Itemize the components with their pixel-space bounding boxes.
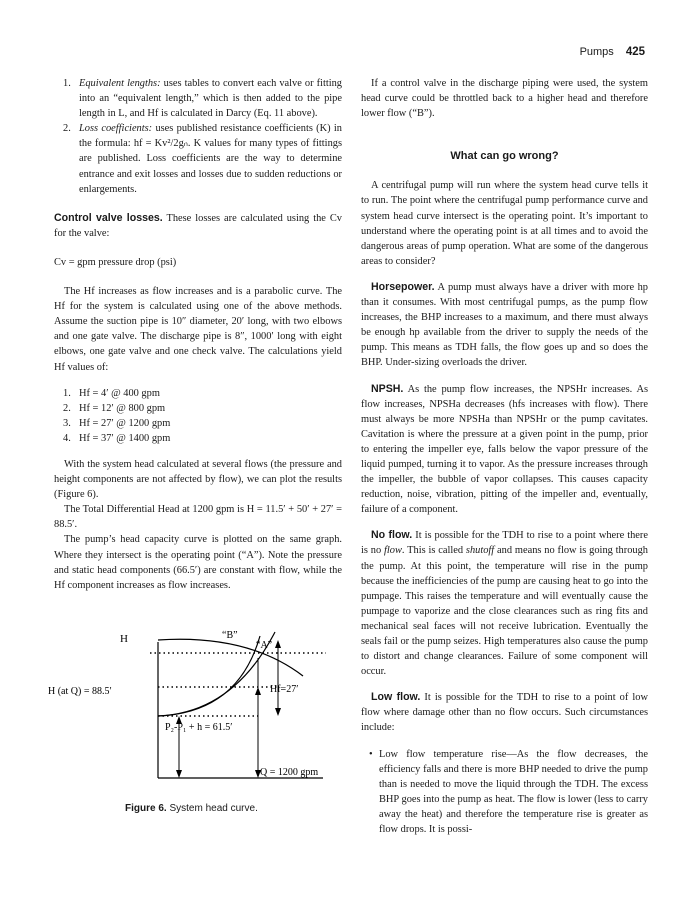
- page-number: 425: [625, 46, 645, 58]
- body-paragraph: The Total Differential Head at 1200 gpm is H = 11.5′ + 50′ + 27′ = 88.5′.: [54, 504, 342, 531]
- left-column: [54, 76, 342, 593]
- body-paragraph: With the system head calculated at several flows (the pressure and height components are not affected by flow), we can plot the results (Figure 6).: [54, 458, 342, 501]
- body-paragraph: The Hf increases as flow increases and is a parabolic curve. The Hf for the system is calculated using one of the above methods. Assume the suction pipe is 10″ diameter, 20′ long, with two elbows and one gate valve. The discharge pipe is 8″, 1000′ long with eight elbows, one gate valve and one check valve. The calculations yield Hf values of:: [54, 286, 342, 373]
- list-item: 1. Equivalent lengths: uses tables to convert each valve or fitting into an “equivalent length,” which is then added to the pipe length in L, and Hf is calculated in Darcy (Eq. 11 above).: [63, 78, 342, 120]
- section-heading: What can go wrong?: [450, 150, 559, 163]
- npsh-paragraph: NPSH. As the pump flow increases, the NPSHr increases. As flow increases, NPSHa decreases (hfs increases with flow). There must always be more NPSHa than NPSHr or the pump cavitates. Cavitation is where the pressure at a given point in the pump, prior to entering the impeller eye, falls below the vapor pressure of the liquid pumped, turning it to vapor. As the pressure increases through the impeller, the bubble of vapor collapses. This causes capacity reduction, noise, vibration, pitting of the impeller and, eventually, failure of a component.: [361, 382, 648, 516]
- list-item: • Low flow temperature rise—As the flow decreases, the efficiency falls and there is more BHP needed to drive the pump than is needed to move the liquid through the TDH. The excess BHP goes into the pump as heat. The flow is lower (less to carry away the heat) and therefore the temperature rise is greater as flow drops. It is possi-: [361, 747, 648, 838]
- list-item: 3. Hf = 27′ @ 1200 gpm: [63, 417, 171, 429]
- arrow-icon: [275, 640, 281, 648]
- arrow-icon: [176, 770, 182, 778]
- hf-label: Hf=27′: [270, 684, 299, 695]
- body-paragraph: If a control valve in the discharge piping were used, the system head curve could be throttled back to a higher head and therefore lower flow (“B”).: [361, 78, 648, 120]
- pump-curve: [158, 639, 303, 676]
- arrow-icon: [255, 687, 261, 695]
- static-head-label: P₂-P₁ + h = 61.5′: [165, 722, 233, 733]
- figure-caption: Figure 6. System head curve.: [125, 803, 258, 814]
- no-flow-paragraph: No flow. It is possible for the TDH to rise to a point where there is no flow. This is called shutoff and means no flow is going through the pump. At this point, the temperature will rise in the pump because the inefficiencies of the pump are causing heat to go into the pumpage. This raises the temperature and will eventually cause the pumpage to vaporize and the close clearances such as ring fits and mechanical seal faces will not receive lubrication. Eventually the seals fail or the pump seizes. High temperatures also cause the pump to distort and change clearances. Failure of some component will occur.: [361, 529, 648, 678]
- body-paragraph: The pump’s head capacity curve is plotted on the same graph. Where they intersect is the operating point (“A”). Note the pressure and static head components (66.5′) are constant with flow, while the Hf component increases as flow increases.: [54, 534, 342, 591]
- running-header: [580, 46, 645, 58]
- low-flow-list: [361, 747, 648, 838]
- list-item: 1. Hf = 4′ @ 400 gpm: [63, 387, 160, 399]
- right-column: [361, 76, 648, 837]
- horsepower-paragraph: Horsepower. A pump must always have a driver with more hp than it consumes. With most centrifugal pumps, as the pump flow increases, the BHP increases to a maximum, and there must always be enough hp available from the driver to supply the needs of the pump. This means as TDH falls, the flow goes up and so does the BHP. Under-sizing overloads the driver.: [361, 280, 648, 369]
- cv-formula: Cv = gpm pressure drop (psi): [54, 256, 177, 268]
- list-item: 2. Loss coefficients: uses published resistance coefficients (K) in the formula: hf = Kv²/2gₙ. K values for many types of fittings are published. Loss coefficients are the way to determine entrance and exit losses and losses due to sudden reductions or enlargements.: [63, 123, 342, 195]
- point-a-label: “A”: [256, 640, 273, 651]
- point-b-label: “B”: [222, 630, 238, 641]
- method-list: [54, 76, 342, 197]
- control-valve-paragraph: Control valve losses. These losses are calculated using the Cv for the valve:: [54, 211, 342, 239]
- body-paragraph: A centrifugal pump will run where the system head curve tells it to run. The point where the centrifugal pump performance curve and system head curve intersect is the operating point. It’s important to understand where the operating point is at all times and to avoid the dangerous areas of pump operation. What are some of the dangerous areas to consider?: [361, 180, 648, 267]
- system-head-curve-figure: [48, 618, 333, 798]
- h-at-q-label: H (at Q) = 88.5′: [48, 686, 112, 697]
- h-axis-label: H: [120, 633, 128, 645]
- q-label: Q = 1200 gpm: [260, 767, 319, 778]
- section-title: Pumps: [579, 46, 614, 58]
- low-flow-paragraph: Low flow. It is possible for the TDH to rise to a point of low flow where damage other than no flow occurs. Such circumstances include:: [361, 691, 649, 734]
- list-item: 2. Hf = 12′ @ 800 gpm: [63, 402, 166, 414]
- hf-values-list: [54, 386, 342, 446]
- arrow-icon: [275, 708, 281, 716]
- list-item: 4. Hf = 37′ @ 1400 gpm: [63, 432, 171, 444]
